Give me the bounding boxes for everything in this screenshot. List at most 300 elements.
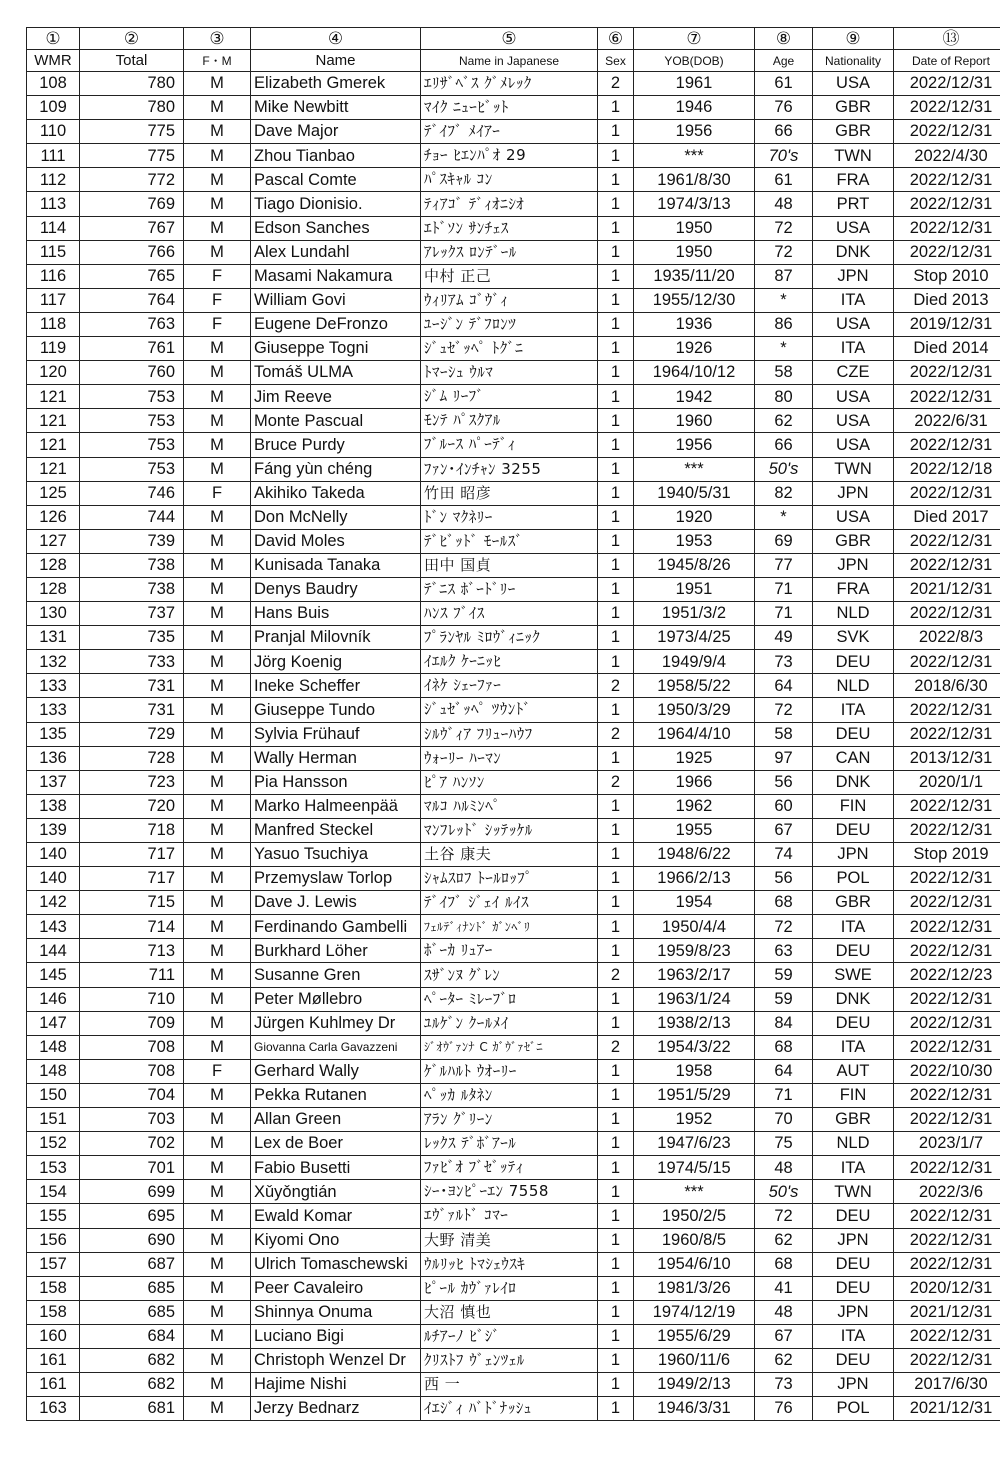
sex-cell: 2	[598, 72, 634, 96]
table-row	[27, 72, 1000, 96]
yob-cell: 1960	[634, 409, 755, 433]
yob-cell: 1946	[634, 96, 755, 120]
date-of-report-cell: 2021/12/31	[894, 1397, 1000, 1421]
sex-cell: 1	[598, 1204, 634, 1228]
name-japanese-cell: ｲｴｼﾞｨ ﾊﾞﾄﾞﾅｯｼｭ	[421, 1397, 598, 1421]
nationality-cell: DEU	[813, 1204, 894, 1228]
fm-cell: M	[184, 168, 251, 192]
yob-cell: 1920	[634, 505, 755, 529]
date-of-report-cell: 2022/12/31	[894, 553, 1000, 577]
total-cell: 682	[80, 1373, 184, 1397]
nationality-cell: TWN	[813, 1180, 894, 1204]
nationality-cell: POL	[813, 1397, 894, 1421]
wmr-cell: 130	[27, 602, 80, 626]
name-japanese-cell: ﾊﾝｽ ﾌﾞｲｽ	[421, 602, 598, 626]
fm-cell: M	[184, 1300, 251, 1324]
fm-cell: M	[184, 867, 251, 891]
date-of-report-cell: 2022/6/31	[894, 409, 1000, 433]
table-row	[27, 1324, 1000, 1348]
fm-cell: M	[184, 1156, 251, 1180]
table-row	[27, 264, 1000, 288]
total-cell: 731	[80, 674, 184, 698]
total-cell: 695	[80, 1204, 184, 1228]
date-of-report-cell: 2022/12/31	[894, 794, 1000, 818]
wmr-cell: 109	[27, 96, 80, 120]
name-cell: Luciano Bigi	[251, 1324, 421, 1348]
sex-cell: 2	[598, 722, 634, 746]
nationality-cell: NLD	[813, 674, 894, 698]
name-cell: Akihiko Takeda	[251, 481, 421, 505]
ranking-sheet	[26, 27, 993, 1421]
total-cell: 738	[80, 553, 184, 577]
name-cell: Ineke Scheffer	[251, 674, 421, 698]
age-cell: 72	[755, 1204, 813, 1228]
wmr-cell: 108	[27, 72, 80, 96]
table-row	[27, 987, 1000, 1011]
name-japanese-cell: ｴﾘｻﾞﾍﾞｽ ｸﾞﾒﾚｯｸ	[421, 72, 598, 96]
fm-cell: M	[184, 818, 251, 842]
date-of-report-cell: Died 2017	[894, 505, 1000, 529]
name-japanese-cell: 中村 正己	[421, 264, 598, 288]
nationality-cell: DEU	[813, 818, 894, 842]
name-cell: Yasuo Tsuchiya	[251, 843, 421, 867]
age-cell: 75	[755, 1132, 813, 1156]
header-total: Total	[80, 50, 184, 72]
date-of-report-cell: 2022/12/31	[894, 96, 1000, 120]
sex-cell: 1	[598, 867, 634, 891]
date-of-report-cell: 2022/12/31	[894, 1083, 1000, 1107]
date-of-report-cell: 2022/12/31	[894, 939, 1000, 963]
name-japanese-cell: 田中 国貞	[421, 553, 598, 577]
wmr-cell: 154	[27, 1180, 80, 1204]
total-cell: 760	[80, 361, 184, 385]
wmr-cell: 148	[27, 1059, 80, 1083]
total-cell: 708	[80, 1035, 184, 1059]
total-cell: 699	[80, 1180, 184, 1204]
nationality-cell: USA	[813, 216, 894, 240]
yob-cell: 1926	[634, 337, 755, 361]
total-cell: 729	[80, 722, 184, 746]
table-row	[27, 843, 1000, 867]
yob-cell: 1961/8/30	[634, 168, 755, 192]
fm-cell: M	[184, 794, 251, 818]
name-japanese-cell: 西 一	[421, 1373, 598, 1397]
name-cell: Ferdinando Gambelli	[251, 915, 421, 939]
wmr-cell: 126	[27, 505, 80, 529]
column-number: ⑥	[598, 28, 634, 50]
age-cell: 48	[755, 192, 813, 216]
name-japanese-cell: ｼｰ･ﾖﾝﾋﾟｰｴﾝ 7558	[421, 1180, 598, 1204]
table-row	[27, 577, 1000, 601]
age-cell: 72	[755, 216, 813, 240]
fm-cell: M	[184, 1132, 251, 1156]
name-cell: Monte Pascual	[251, 409, 421, 433]
sex-cell: 1	[598, 1156, 634, 1180]
fm-cell: M	[184, 626, 251, 650]
sex-cell: 1	[598, 288, 634, 312]
fm-cell: M	[184, 1228, 251, 1252]
fm-cell: M	[184, 361, 251, 385]
fm-cell: M	[184, 722, 251, 746]
wmr-cell: 132	[27, 650, 80, 674]
age-cell: 71	[755, 577, 813, 601]
sex-cell: 1	[598, 120, 634, 144]
fm-cell: M	[184, 1204, 251, 1228]
name-cell: Mike Newbitt	[251, 96, 421, 120]
wmr-cell: 128	[27, 577, 80, 601]
fm-cell: M	[184, 1108, 251, 1132]
nationality-cell: GBR	[813, 891, 894, 915]
yob-cell: 1952	[634, 1108, 755, 1132]
nationality-cell: DEU	[813, 650, 894, 674]
table-row	[27, 1156, 1000, 1180]
column-number: ⑦	[634, 28, 755, 50]
name-japanese-cell: ｼﾞﾑ ﾘｰﾌﾞ	[421, 385, 598, 409]
name-cell: Edson Sanches	[251, 216, 421, 240]
date-of-report-cell: 2022/12/31	[894, 72, 1000, 96]
nationality-cell: ITA	[813, 915, 894, 939]
wmr-cell: 119	[27, 337, 80, 361]
wmr-cell: 158	[27, 1300, 80, 1324]
wmr-cell: 139	[27, 818, 80, 842]
name-cell: Denys Baudry	[251, 577, 421, 601]
nationality-cell: ITA	[813, 698, 894, 722]
age-cell: 66	[755, 120, 813, 144]
age-cell: 48	[755, 1300, 813, 1324]
age-cell: 87	[755, 264, 813, 288]
name-cell: Shinnya Onuma	[251, 1300, 421, 1324]
age-cell: 86	[755, 312, 813, 336]
fm-cell: F	[184, 264, 251, 288]
age-cell: 48	[755, 1156, 813, 1180]
date-of-report-cell: Stop 2010	[894, 264, 1000, 288]
wmr-cell: 120	[27, 361, 80, 385]
yob-cell: 1960/11/6	[634, 1348, 755, 1372]
column-number: ④	[251, 28, 421, 50]
age-cell: 80	[755, 385, 813, 409]
nationality-cell: FIN	[813, 1083, 894, 1107]
name-cell: Pranjal Milovník	[251, 626, 421, 650]
yob-cell: ***	[634, 1180, 755, 1204]
age-cell: 64	[755, 1059, 813, 1083]
yob-cell: 1925	[634, 746, 755, 770]
fm-cell: M	[184, 577, 251, 601]
age-cell: 60	[755, 794, 813, 818]
sex-cell: 1	[598, 939, 634, 963]
wmr-cell: 114	[27, 216, 80, 240]
name-japanese-cell: ﾍﾟｯｶ ﾙﾀﾈﾝ	[421, 1083, 598, 1107]
fm-cell: F	[184, 481, 251, 505]
sex-cell: 1	[598, 192, 634, 216]
wmr-cell: 148	[27, 1035, 80, 1059]
sex-cell: 1	[598, 1228, 634, 1252]
column-header-row	[27, 50, 1000, 72]
yob-cell: 1955/6/29	[634, 1324, 755, 1348]
date-of-report-cell: 2022/12/31	[894, 650, 1000, 674]
wmr-cell: 138	[27, 794, 80, 818]
age-cell: 50's	[755, 457, 813, 481]
wmr-cell: 128	[27, 553, 80, 577]
name-cell: Hans Buis	[251, 602, 421, 626]
wmr-cell: 110	[27, 120, 80, 144]
total-cell: 720	[80, 794, 184, 818]
nationality-cell: USA	[813, 312, 894, 336]
fm-cell: M	[184, 240, 251, 264]
name-japanese-cell: ﾕｰｼﾞﾝ ﾃﾞﾌﾛﾝﾂ	[421, 312, 598, 336]
nationality-cell: DEU	[813, 722, 894, 746]
fm-cell: M	[184, 698, 251, 722]
name-cell: Sylvia Frühauf	[251, 722, 421, 746]
name-cell: Tomáš ULMA	[251, 361, 421, 385]
table-row	[27, 529, 1000, 553]
column-number: ②	[80, 28, 184, 50]
table-row	[27, 457, 1000, 481]
yob-cell: 1951/3/2	[634, 602, 755, 626]
total-cell: 701	[80, 1156, 184, 1180]
sex-cell: 1	[598, 240, 634, 264]
name-cell: Christoph Wenzel Dr	[251, 1348, 421, 1372]
name-cell: Masami Nakamura	[251, 264, 421, 288]
fm-cell: M	[184, 192, 251, 216]
table-row	[27, 794, 1000, 818]
total-cell: 761	[80, 337, 184, 361]
sex-cell: 1	[598, 409, 634, 433]
sex-cell: 1	[598, 746, 634, 770]
date-of-report-cell: 2017/6/30	[894, 1373, 1000, 1397]
age-cell: 67	[755, 1324, 813, 1348]
name-cell: Peter Møllebro	[251, 987, 421, 1011]
date-of-report-cell: Died 2013	[894, 288, 1000, 312]
date-of-report-cell: 2019/12/31	[894, 312, 1000, 336]
table-row	[27, 312, 1000, 336]
yob-cell: 1973/4/25	[634, 626, 755, 650]
total-cell: 711	[80, 963, 184, 987]
nationality-cell: JPN	[813, 843, 894, 867]
fm-cell: M	[184, 674, 251, 698]
fm-cell: M	[184, 385, 251, 409]
name-japanese-cell: ﾌｪﾙﾃﾞｨﾅﾝﾄﾞ ｶﾞﾝﾍﾞﾘ	[421, 915, 598, 939]
name-japanese-cell: ｸﾘｽﾄﾌ ｳﾞｪﾝﾂｪﾙ	[421, 1348, 598, 1372]
date-of-report-cell: 2022/12/31	[894, 1228, 1000, 1252]
name-japanese-cell: ﾍﾟｰﾀｰ ﾐﾚｰﾌﾞﾛ	[421, 987, 598, 1011]
date-of-report-cell: 2022/12/31	[894, 602, 1000, 626]
fm-cell: F	[184, 288, 251, 312]
yob-cell: 1950/3/29	[634, 698, 755, 722]
total-cell: 733	[80, 650, 184, 674]
table-row	[27, 1348, 1000, 1372]
wmr-cell: 152	[27, 1132, 80, 1156]
header-name: Name	[251, 50, 421, 72]
table-row	[27, 1035, 1000, 1059]
sex-cell: 1	[598, 1252, 634, 1276]
nationality-cell: CAN	[813, 746, 894, 770]
wmr-cell: 112	[27, 168, 80, 192]
fm-cell: M	[184, 602, 251, 626]
table-row	[27, 216, 1000, 240]
sex-cell: 1	[598, 843, 634, 867]
age-cell: 61	[755, 72, 813, 96]
sex-cell: 1	[598, 312, 634, 336]
nationality-cell: USA	[813, 385, 894, 409]
wmr-cell: 117	[27, 288, 80, 312]
wmr-cell: 111	[27, 144, 80, 168]
wmr-cell: 140	[27, 843, 80, 867]
nationality-cell: DEU	[813, 1348, 894, 1372]
total-cell: 753	[80, 433, 184, 457]
total-cell: 739	[80, 529, 184, 553]
nationality-cell: JPN	[813, 481, 894, 505]
nationality-cell: DEU	[813, 1252, 894, 1276]
name-cell: David Moles	[251, 529, 421, 553]
nationality-cell: JPN	[813, 1228, 894, 1252]
fm-cell: M	[184, 891, 251, 915]
wmr-cell: 115	[27, 240, 80, 264]
sex-cell: 1	[598, 1276, 634, 1300]
fm-cell: M	[184, 457, 251, 481]
wmr-cell: 135	[27, 722, 80, 746]
age-cell: 72	[755, 698, 813, 722]
name-cell: Jürgen Kuhlmey Dr	[251, 1011, 421, 1035]
name-cell: Dave J. Lewis	[251, 891, 421, 915]
fm-cell: F	[184, 1059, 251, 1083]
name-cell: Bruce Purdy	[251, 433, 421, 457]
fm-cell: M	[184, 1011, 251, 1035]
age-cell: 82	[755, 481, 813, 505]
wmr-cell: 131	[27, 626, 80, 650]
name-cell: Fabio Busetti	[251, 1156, 421, 1180]
fm-cell: M	[184, 216, 251, 240]
wmr-cell: 147	[27, 1011, 80, 1035]
table-row	[27, 1300, 1000, 1324]
date-of-report-cell: 2018/6/30	[894, 674, 1000, 698]
yob-cell: 1940/5/31	[634, 481, 755, 505]
sex-cell: 1	[598, 818, 634, 842]
yob-cell: 1959/8/23	[634, 939, 755, 963]
header-nationality: Nationality	[813, 50, 894, 72]
total-cell: 735	[80, 626, 184, 650]
date-of-report-cell: Stop 2019	[894, 843, 1000, 867]
name-japanese-cell: ﾃﾞｲﾌﾞ ｼﾞｪｲ ﾙｲｽ	[421, 891, 598, 915]
date-of-report-cell: 2013/12/31	[894, 746, 1000, 770]
date-of-report-cell: 2022/12/31	[894, 216, 1000, 240]
wmr-cell: 121	[27, 385, 80, 409]
yob-cell: 1955	[634, 818, 755, 842]
name-japanese-cell: ﾌｧﾋﾞｵ ﾌﾞｾﾞｯﾃｨ	[421, 1156, 598, 1180]
nationality-cell: DEU	[813, 1276, 894, 1300]
age-cell: 77	[755, 553, 813, 577]
table-row	[27, 144, 1000, 168]
name-japanese-cell: ｴｳﾞｧﾙﾄﾞ ｺﾏｰ	[421, 1204, 598, 1228]
nationality-cell: JPN	[813, 264, 894, 288]
age-cell: 68	[755, 1252, 813, 1276]
sex-cell: 1	[598, 1324, 634, 1348]
name-cell: Giuseppe Tundo	[251, 698, 421, 722]
name-cell: Elizabeth Gmerek	[251, 72, 421, 96]
wmr-cell: 158	[27, 1276, 80, 1300]
yob-cell: 1951	[634, 577, 755, 601]
column-number: ③	[184, 28, 251, 50]
name-cell: Pascal Comte	[251, 168, 421, 192]
nationality-cell: DNK	[813, 240, 894, 264]
yob-cell: 1963/2/17	[634, 963, 755, 987]
name-japanese-cell: ﾏﾝﾌﾚｯﾄﾞ ｼｯﾃｯｹﾙ	[421, 818, 598, 842]
name-japanese-cell: ｼﾞｭｾﾞｯﾍﾟ ﾄｸﾞﾆ	[421, 337, 598, 361]
total-cell: 780	[80, 72, 184, 96]
total-cell: 723	[80, 770, 184, 794]
age-cell: 62	[755, 1348, 813, 1372]
table-row	[27, 337, 1000, 361]
name-cell: Kunisada Tanaka	[251, 553, 421, 577]
sex-cell: 1	[598, 650, 634, 674]
sex-cell: 2	[598, 963, 634, 987]
date-of-report-cell: 2022/12/31	[894, 722, 1000, 746]
total-cell: 764	[80, 288, 184, 312]
name-cell: Xǔyǒngtián	[251, 1180, 421, 1204]
age-cell: 59	[755, 963, 813, 987]
sex-cell: 1	[598, 577, 634, 601]
yob-cell: 1950	[634, 216, 755, 240]
wmr-cell: 121	[27, 409, 80, 433]
age-cell: 72	[755, 240, 813, 264]
yob-cell: 1956	[634, 120, 755, 144]
fm-cell: M	[184, 553, 251, 577]
wmr-cell: 151	[27, 1108, 80, 1132]
header-wmr: WMR	[27, 50, 80, 72]
fm-cell: M	[184, 144, 251, 168]
nationality-cell: DNK	[813, 770, 894, 794]
sex-cell: 1	[598, 216, 634, 240]
name-cell: Dave Major	[251, 120, 421, 144]
nationality-cell: FRA	[813, 577, 894, 601]
name-japanese-cell: ｽｻﾞﾝﾇ ｸﾞﾚﾝ	[421, 963, 598, 987]
yob-cell: 1935/11/20	[634, 264, 755, 288]
sex-cell: 2	[598, 674, 634, 698]
name-japanese-cell: ﾙﾁｱｰﾉ ﾋﾞｼﾞ	[421, 1324, 598, 1348]
total-cell: 685	[80, 1300, 184, 1324]
nationality-cell: DEU	[813, 1011, 894, 1035]
name-cell: Zhou Tianbao	[251, 144, 421, 168]
total-cell: 685	[80, 1276, 184, 1300]
table-row	[27, 1011, 1000, 1035]
name-cell: Burkhard Löher	[251, 939, 421, 963]
name-cell: Susanne Gren	[251, 963, 421, 987]
total-cell: 772	[80, 168, 184, 192]
total-cell: 717	[80, 867, 184, 891]
date-of-report-cell: 2022/12/31	[894, 698, 1000, 722]
date-of-report-cell: 2022/12/31	[894, 1204, 1000, 1228]
fm-cell: M	[184, 1035, 251, 1059]
ranking-table	[26, 27, 1000, 1421]
table-row	[27, 1059, 1000, 1083]
age-cell: 71	[755, 1083, 813, 1107]
name-cell: Pekka Rutanen	[251, 1083, 421, 1107]
yob-cell: 1954	[634, 891, 755, 915]
nationality-cell: SVK	[813, 626, 894, 650]
table-row	[27, 1276, 1000, 1300]
name-japanese-cell: ﾁｮｰ ﾋｴﾝﾊﾟｵ 29	[421, 144, 598, 168]
header-age: Age	[755, 50, 813, 72]
sex-cell: 1	[598, 481, 634, 505]
table-row	[27, 96, 1000, 120]
date-of-report-cell: Died 2014	[894, 337, 1000, 361]
age-cell: 62	[755, 409, 813, 433]
name-japanese-cell: 大沼 慎也	[421, 1300, 598, 1324]
date-of-report-cell: 2022/12/31	[894, 361, 1000, 385]
wmr-cell: 125	[27, 481, 80, 505]
age-cell: *	[755, 288, 813, 312]
wmr-cell: 136	[27, 746, 80, 770]
wmr-cell: 143	[27, 915, 80, 939]
